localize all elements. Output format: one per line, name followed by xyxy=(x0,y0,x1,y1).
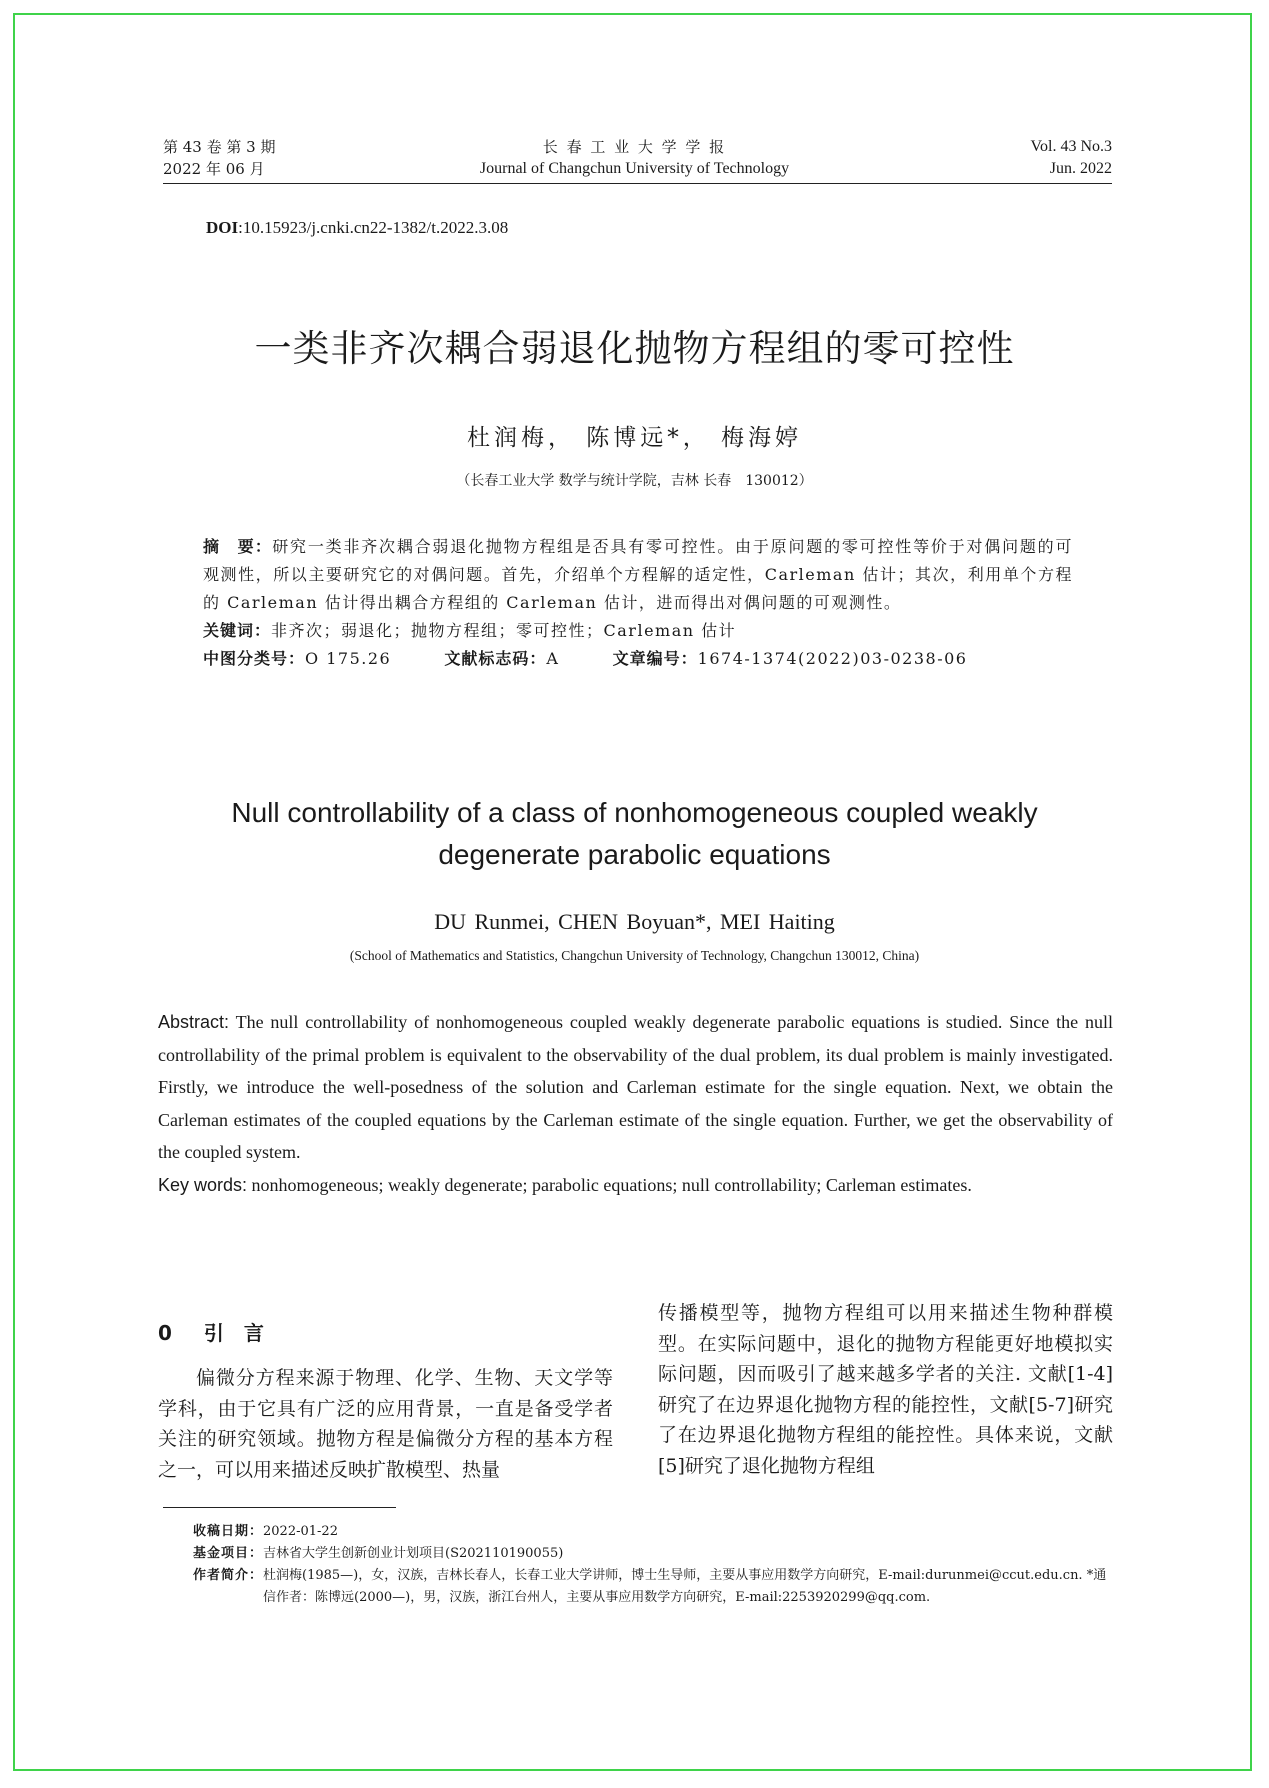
clc-label: 中图分类号： xyxy=(203,649,306,668)
clc-value: O 175.26 xyxy=(305,649,392,668)
keywords-en-label: Key words: xyxy=(158,1174,248,1195)
authors-cn: 杜润梅， 陈博远*， 梅海婷 xyxy=(466,425,803,451)
abstract-cn-paragraph xyxy=(203,533,1073,617)
abstract-en-text: The null controllability of nonhomogeneous coupled weakly degenerate parabolic equations is studied. Since the null controllability of the primal problem is equivalent to the observability of the dual problem, its dual problem is mainly investigated. Firstly, we introduce the well-posedness of the solution and Carleman estimate for the single equation. Next, we obtain the Carleman estimates of the coupled equations by the Carleman estimate of the single equation. Further, we get the observability of the coupled system. xyxy=(158,1012,1113,1162)
received-date: 2022-01-22 xyxy=(263,1524,338,1539)
body-column-right: 传播模型等，抛物方程组可以用来描述生物种群模型。在实际问题中，退化的抛物方程能更好地模拟实际问题，因而吸引了越来越多学者的关注. 文献[1-4]研究了在边界退化抛物方程的能控性，文献[5-7]研究了在边界退化抛物方程组的能控性。具体来说，文献[5]研究了退化抛物方程组 xyxy=(658,1302,1113,1477)
bio-text: 杜润梅(1985—)，女，汉族，吉林长春人，长春工业大学讲师，博士生导师，主要从事应用数学方向研究，E-mail:durunmei@ccut.edu.cn. *通信作者：陈博远(2000—)，男，汉族，浙江台州人，主要从事应用数学方向研究，E-mail:2253920299@qq.com. xyxy=(263,1568,1107,1605)
articleno-value: 1674-1374(2022)03-0238-06 xyxy=(697,649,968,668)
doi-line xyxy=(206,218,508,238)
header-rule xyxy=(163,183,1112,184)
abstract-cn-label: 摘 要： xyxy=(203,537,273,556)
bio-label: 作者简介： xyxy=(193,1568,264,1583)
section-number: 0 xyxy=(158,1321,172,1345)
header-date-en: Jun. 2022 xyxy=(1049,160,1112,177)
classification-line xyxy=(203,645,1073,673)
footnote-rule xyxy=(163,1507,396,1508)
doi-label: DOI xyxy=(206,218,239,237)
footnote-received xyxy=(193,1521,1113,1543)
abstract-cn xyxy=(203,533,1073,673)
fund-label: 基金项目： xyxy=(193,1546,264,1561)
section-heading xyxy=(158,1317,264,1346)
doccode-label: 文献标志码： xyxy=(444,649,547,668)
header-volume-cn: 第 43 卷 第 3 期 xyxy=(163,138,276,156)
header-journal-cn: 长 春 工 业 大 学 学 报 xyxy=(542,138,727,156)
keywords-en: nonhomogeneous; weakly degenerate; parabolic equations; null controllability; Carleman estimates. xyxy=(247,1174,972,1195)
abstract-en-paragraph xyxy=(158,1006,1113,1169)
authors-en: DU Runmei, CHEN Boyuan*, MEI Haiting xyxy=(434,909,835,934)
title-cn: 一类非齐次耦合弱退化抛物方程组的零可控性 xyxy=(254,327,1015,370)
doccode-value: A xyxy=(546,649,560,668)
header-journal-en: Journal of Changchun University of Technology xyxy=(479,160,790,177)
keywords-cn-label: 关键词： xyxy=(203,621,272,640)
header-volume-en: Vol. 43 No.3 xyxy=(1030,138,1112,155)
footnote-fund xyxy=(193,1543,1113,1565)
fund-text: 吉林省大学生创新创业计划项目(S202110190055) xyxy=(263,1546,564,1561)
received-label: 收稿日期： xyxy=(193,1524,264,1539)
doi-value: :10.15923/j.cnki.cn22-1382/t.2022.3.08 xyxy=(238,218,509,237)
keywords-en-line xyxy=(158,1169,1113,1202)
title-en-text: Null controllability of a class of nonhomogeneous coupled weakly degenerate parabolic equations xyxy=(231,797,1038,870)
articleno-label: 文章编号： xyxy=(612,649,698,668)
abstract-en-label: Abstract: xyxy=(158,1012,230,1032)
keywords-cn-line xyxy=(203,617,1073,645)
section-title: 引 言 xyxy=(203,1321,264,1345)
body-column-left: 偏微分方程来源于物理、化学、生物、天文学等学科，由于它具有广泛的应用背景，一直是备受学者关注的研究领域。抛物方程是偏微分方程的基本方程之一，可以用来描述反映扩散模型、热量 xyxy=(158,1367,613,1481)
abstract-cn-text: 研究一类非齐次耦合弱退化抛物方程组是否具有零可控性。由于原问题的零可控性等价于对偶问题的可观测性，所以主要研究它的对偶问题。首先，介绍单个方程解的适定性，Carleman 估计；其次，利用单个方程的 Carleman 估计得出耦合方程组的 Carleman 估计，进而得出对偶问题的可观测性。 xyxy=(203,537,1073,612)
affiliation-en: (School of Mathematics and Statistics, Changchun University of Technology, Changchun 130012, China) xyxy=(349,948,920,963)
title-en xyxy=(0,792,1269,876)
abstract-en xyxy=(158,1006,1113,1201)
header-date-cn: 2022 年 06 月 xyxy=(163,160,265,178)
keywords-cn: 非齐次；弱退化；抛物方程组；零可控性；Carleman 估计 xyxy=(271,621,737,640)
footnote-bio xyxy=(193,1565,1113,1609)
header-right xyxy=(1031,136,1113,180)
affiliation-cn: （长春工业大学 数学与统计学院，吉林 长春 130012） xyxy=(456,473,813,489)
